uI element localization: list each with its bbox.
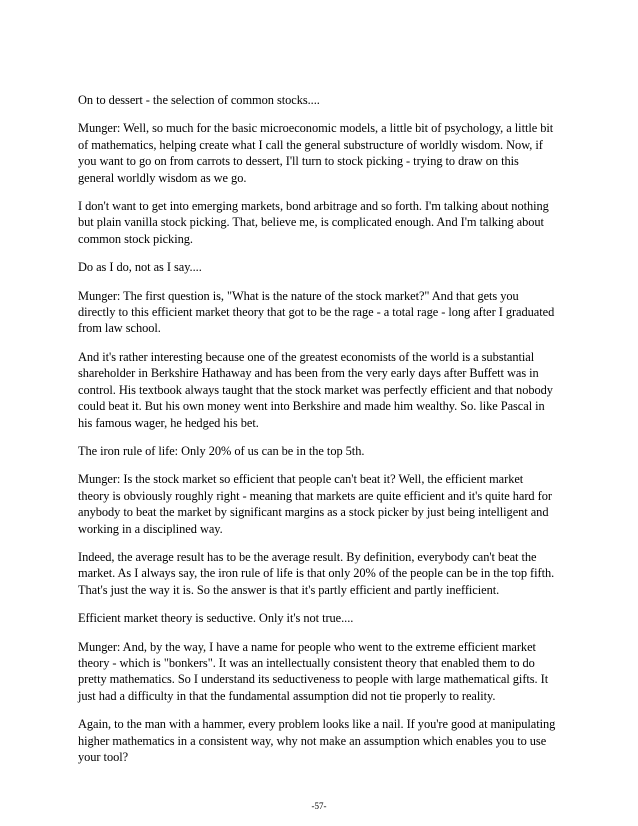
text-line: could beat it. But his own money went into Berkshire and made him wealthy. So. like Pascal in [78, 399, 545, 414]
text-line: And it's rather interesting because one of the greatest economists of the world is a substantial [78, 349, 535, 364]
text-line: your tool? [78, 750, 129, 764]
text-line: you want to go on from carrots to dessert, I'll turn to stock picking - trying to draw on this [78, 154, 519, 169]
text-line: Munger: The first question is, "What is the nature of the stock market?" And that gets you [78, 288, 519, 303]
text-line: That's just the way it is. So the answer is that it's partly efficient and partly inefficient. [78, 582, 500, 597]
paragraph-stock-picking [78, 198, 570, 247]
text-line: Do as I do, not as I say.... [78, 260, 202, 275]
text-line: control. His textbook always taught that the stock market was perfectly efficient and that nobody [78, 382, 553, 397]
text-line: Munger: Well, so much for the basic microeconomic models, a little bit of psychology, a little bit [78, 121, 554, 136]
text-line: I don't want to get into emerging markets, bond arbitrage and so forth. I'm talking about nothing [78, 199, 549, 214]
paragraph-seductive-heading [78, 610, 570, 626]
text-line: Efficient market theory is seductive. Only it's not true.... [78, 611, 354, 626]
paragraph-market-efficiency [78, 471, 570, 537]
text-line: just had a difficulty in that the fundamental assumption did not tie properly to reality. [78, 688, 496, 703]
text-line: Indeed, the average result has to be the average result. By definition, everybody can't beat the [78, 549, 537, 564]
paragraph-dessert-heading [78, 92, 570, 108]
text-line: higher mathematics in a consistent way, why not make an assumption which enables you to use [78, 733, 547, 748]
text-line: anybody to beat the market by significant margins as a stock picker by just being intelligent and [78, 505, 549, 520]
text-line: Munger: Is the stock market so efficient that people can't beat it? Well, the efficient market [78, 472, 524, 487]
page-number: -57- [311, 801, 327, 811]
text-line: theory - which is "bonkers". It was an intellectually consistent theory that enabled them to do [78, 655, 535, 670]
paragraph-economist-berkshire [78, 349, 570, 431]
text-line: Munger: And, by the way, I have a name for people who went to the extreme efficient market [78, 639, 536, 654]
text-line: his famous wager, he hedged his bet. [78, 415, 259, 430]
text-line: common stock picking. [78, 231, 193, 246]
text-line: theory is obviously roughly right - meaning that markets are quite efficient and it's quite hard for [78, 488, 552, 503]
paragraph-bonkers [78, 639, 570, 705]
text-line: but plain vanilla stock picking. That, believe me, is complicated enough. And I'm talking about [78, 215, 544, 230]
text-line: working in a disciplined way. [78, 521, 223, 536]
paragraph-iron-rule-heading [78, 443, 570, 459]
paragraph-average-result [78, 549, 570, 598]
text-line: On to dessert - the selection of common stocks.... [78, 93, 320, 107]
text-line: of mathematics, helping create what I call the general substructure of worldly wisdom. Now, if [78, 137, 543, 152]
text-line: shareholder in Berkshire Hathaway and has been from the very early days after Buffett was in [78, 366, 539, 381]
text-line: directly to this efficient market theory that got to be the rage - a total rage - long after I graduated [78, 305, 555, 320]
text-line: pretty mathematics. So I understand its seductiveness to people with large mathematical gifts. It [78, 672, 549, 687]
text-line: from law school. [78, 321, 161, 336]
paragraph-worldly-wisdom [78, 120, 570, 186]
paragraph-man-with-hammer [78, 716, 570, 765]
text-line: The iron rule of life: Only 20% of us can be in the top 5th. [78, 443, 365, 458]
text-line: general worldly wisdom as we go. [78, 170, 247, 185]
text-line: Again, to the man with a hammer, every problem looks like a nail. If you're good at manipulating [78, 717, 556, 732]
paragraph-nature-of-market [78, 288, 570, 337]
paragraph-do-as-i-do-heading [78, 259, 570, 275]
text-line: market. As I always say, the iron rule of life is that only 20% of the people can be in the top fifth. [78, 566, 555, 581]
page-body [78, 92, 570, 777]
